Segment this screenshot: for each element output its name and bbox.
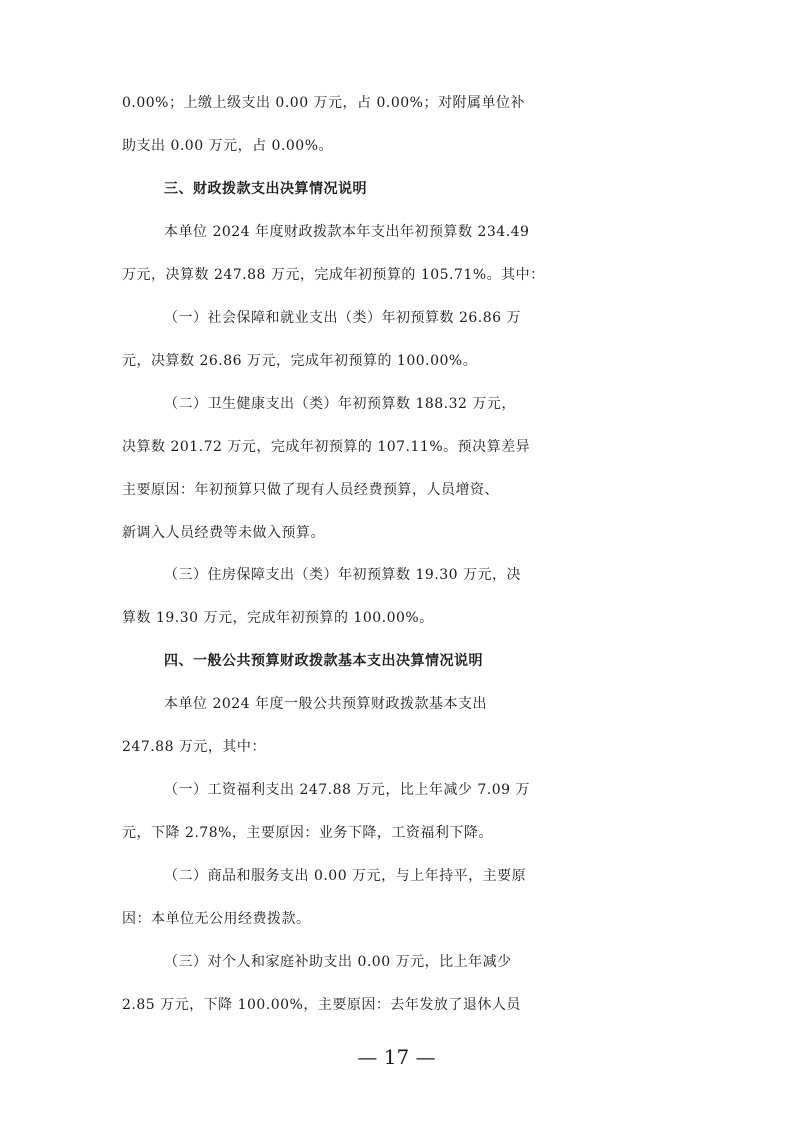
paragraph-line: 助支出 0.00 万元，占 0.00%。 [122, 138, 333, 154]
paragraph-line: 本单位 2024 年度一般公共预算财政拨款基本支出 [164, 696, 488, 712]
paragraph-line: 万元，决算数 247.88 万元，完成年初预算的 105.71%。其中： [122, 267, 545, 283]
section-heading-4: 四、一般公共预算财政拨款基本支出决算情况说明 [164, 653, 483, 669]
paragraph-line: 决算数 201.72 万元，完成年初预算的 107.11%。预决算差异 [122, 439, 531, 455]
paragraph-line: 新调入人员经费等未做入预算。 [122, 525, 325, 541]
paragraph-line: （一）社会保障和就业支出（类）年初预算数 26.86 万 [164, 310, 521, 326]
paragraph-line: 主要原因：年初预算只做了现有人员经费预算，人员增资、 [122, 482, 499, 498]
paragraph-line: （一）工资福利支出 247.88 万元，比上年减少 7.09 万 [164, 782, 530, 798]
paragraph-line: 元，下降 2.78%，主要原因：业务下降，工资福利下降。 [122, 825, 493, 841]
paragraph-line: （二）卫生健康支出（类）年初预算数 188.32 万元， [164, 396, 516, 412]
paragraph-line: 0.00%；上缴上级支出 0.00 万元，占 0.00%；对附属单位补 [122, 95, 525, 111]
paragraph-line: 本单位 2024 年度财政拨款本年支出年初预算数 234.49 [164, 224, 530, 240]
paragraph-line: （三）对个人和家庭补助支出 0.00 万元，比上年减少 [164, 954, 512, 970]
paragraph-line: （三）住房保障支出（类）年初预算数 19.30 万元，决 [164, 567, 521, 583]
paragraph-line: 算数 19.30 万元，完成年初预算的 100.00%。 [122, 610, 434, 626]
paragraph-line: 2.85 万元，下降 100.00%，主要原因：去年发放了退休人员 [122, 997, 521, 1013]
paragraph-line: 因：本单位无公用经费拨款。 [122, 911, 311, 927]
paragraph-line: 247.88 万元，其中： [122, 739, 266, 755]
paragraph-line: （二）商品和服务支出 0.00 万元，与上年持平，主要原 [164, 868, 527, 884]
page-number: — 17 — [357, 1045, 436, 1069]
section-heading-3: 三、财政拨款支出决算情况说明 [164, 181, 367, 197]
paragraph-line: 元，决算数 26.86 万元，完成年初预算的 100.00%。 [122, 353, 478, 369]
